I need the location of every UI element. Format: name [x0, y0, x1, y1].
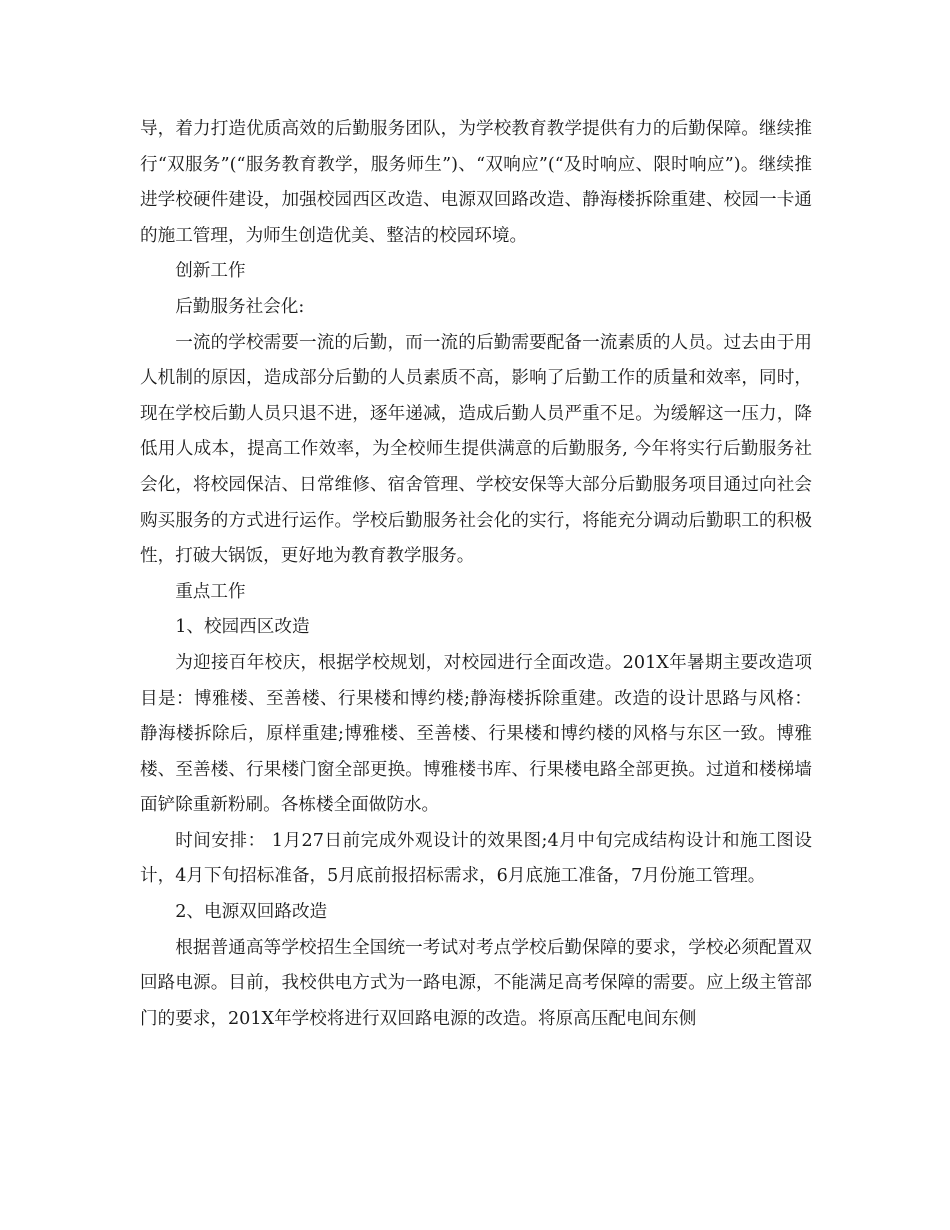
- paragraph-socialization: 一流的学校需要一流的后勤，而一流的后勤需要配备一流素质的人员。过去由于用人机制的原因，造成部分后勤的人员素质不高，影响了后勤工作的质量和效率，同时，现在学校后勤人员只退不进，逐年递减，造成后勤人员严重不足。为缓解这一压力，降低用人成本，提高工作效率，为全校师生提供满意的后勤服务, 今年将实行后勤服务社会化，将校园保洁、日常维修、宿舍管理、学校安保等大部分后勤服务项目通过向社会购买服务的方式进行运作。学校后勤服务社会化的实行，将能充分调动后勤职工的积极性，打破大锅饭，更好地为教育教学服务。: [140, 332, 812, 567]
- paragraph-schedule: 时间安排： 1月27日前完成外观设计的效果图;4月中旬完成结构设计和施工图设计，4月下旬招标准备，5月底前报招标需求，6月底施工准备，7月份施工管理。: [140, 830, 812, 887]
- heading-key-work: 重点工作: [175, 581, 246, 602]
- subheading-west-campus: 1、校园西区改造: [175, 617, 310, 638]
- subheading-socialization: 后勤服务社会化:: [175, 296, 305, 317]
- subheading-dual-power: 2、电源双回路改造: [175, 902, 328, 923]
- paragraph-west-campus: 为迎接百年校庆，根据学校规划，对校园进行全面改造。201X年暑期主要改造项目是：博雅楼、至善楼、行果楼和博约楼;静海楼拆除重建。改造的设计思路与风格：静海楼拆除后，原样重建;博雅楼、至善楼、行果楼和博约楼的风格与东区一致。博雅楼、至善楼、行果楼门窗全部更换。博雅楼书库、行果楼电路全部更换。过道和楼梯墙面铲除重新粉刷。各栋楼全面做防水。: [140, 652, 812, 816]
- paragraph-dual-power: 根据普通高等学校招生全国统一考试对考点学校后勤保障的要求，学校必须配置双回路电源。目前，我校供电方式为一路电源，不能满足高考保障的需要。应上级主管部门的要求，201X年学校将进行双回路电源的改造。将原高压配电间东侧: [140, 937, 812, 1029]
- paragraph-logistics-intro: 导，着力打造优质高效的后勤服务团队，为学校教育教学提供有力的后勤保障。继续推行“双服务”(“服务教育教学，服务师生”)、“双响应”(“及时响应、限时响应”)。继续推进学校硬件建设，加强校园西区改造、电源双回路改造、静海楼拆除重建、校园一卡通的施工管理，为师生创造优美、整洁的校园环境。: [140, 119, 812, 246]
- heading-innovation-work: 创新工作: [175, 261, 246, 282]
- document-body: [140, 112, 812, 1037]
